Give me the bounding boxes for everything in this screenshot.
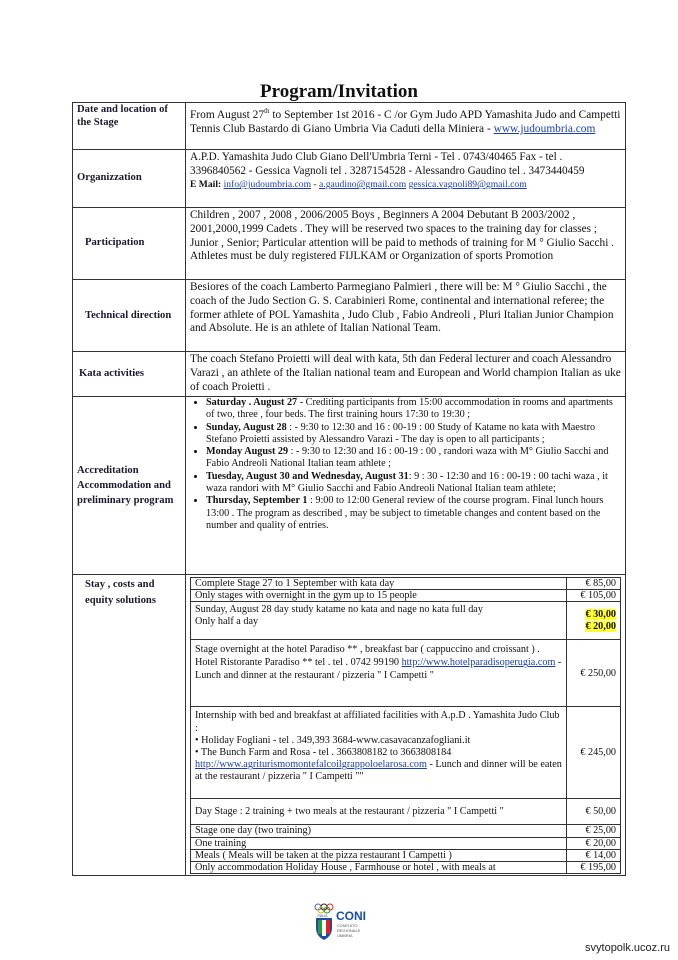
list-item: • Tuesday, August 30 and Wednesday, August 31: 9 : 30 - 12:30 and 16 : 00-19 : 00 tachi waza , it waza randori with M° Giulio Sacchi and Fabio Andreoli National Italian team athlete; <box>206 471 621 496</box>
list-item: • Sunday, August 28 : - 9:30 to 12:30 and 16 : 00-19 : 00 Study of Katame no kata with Maestro Stefano Proietti assisted by Alessandro Varazi - The day is open to all participants ; <box>206 422 621 447</box>
row-stay <box>73 575 626 876</box>
label-stay: Stay , costs and equity solutions <box>85 579 156 606</box>
table-row: Complete Stage 27 to 1 September with kata day € 85,00 <box>191 578 621 590</box>
label-participation: Participation <box>85 237 145 249</box>
label-date: Date and location of the Stage <box>73 103 186 150</box>
date-text-post: to September 1st 2016 - C /or Gym Judo APD Yamashita Judo and Campetti Tennis Club Bastardo di Giano Umbria Via Caduti della Miniera - <box>190 108 621 135</box>
hotel-paradiso-link[interactable]: http://www.hotelparadisoperugia.com <box>401 657 556 669</box>
email-label: E Mail: <box>190 179 222 191</box>
table-row: Only accommodation Holiday House , Farmhouse or hotel , with meals at € 195,00 <box>191 862 621 874</box>
email-gaudino-link[interactable]: a.gaudino@gmail.com <box>319 179 407 191</box>
footer-watermark: svytopolk.ucoz.ru <box>585 942 670 954</box>
label-accreditation: Accreditation Accommodation and preliminary program <box>77 465 174 506</box>
logo-tag: ITALIA <box>317 914 328 918</box>
email-vagnoli-link[interactable]: gessica.vagnoli89@gmail.com <box>408 179 527 191</box>
logo-brand: CONI <box>336 909 366 923</box>
table-row: One training € 20,00 <box>191 837 621 849</box>
cell-accreditation <box>186 397 626 575</box>
table-row: Meals ( Meals will be taken at the pizza restaurant I Campetti ) € 14,00 <box>191 849 621 861</box>
participation-text: Children , 2007 , 2008 , 2006/2005 Boys , Beginners A 2004 Debutant B 2003/2002 , 2001,2000,1999 Cadets . They will be reserved two spaces to the training day for classes ; Junior , Senior; Particular attention will be paid to methods of training for M ° Giulio Sacchi . Athletes must be duly registered FIJLKAM or Organization of sports Promotion <box>186 208 626 280</box>
cell-stay <box>186 575 626 876</box>
row-org <box>73 150 626 208</box>
label-kata: Kata activities <box>79 367 145 379</box>
table-row: Stage overnight at the hotel Paradiso ** , breakfast bar ( cappuccino and croissant ) . Hotel Ristorante Paradiso ** tel . tel . 0742 99190 http://www.hotelparadisoperugia.com - Lunch and dinner at the restaurant / pizzeria " I Campetti " € 250,00 <box>191 640 621 707</box>
label-org: Organizzation <box>77 172 142 184</box>
row-participation <box>73 208 626 280</box>
program-list <box>190 397 621 532</box>
cell-org <box>186 150 626 208</box>
label-technical: Technical direction <box>85 310 172 321</box>
costs-table <box>190 577 621 874</box>
org-text: A.P.D. Yamashita Judo Club Giano Dell'Umbria Terni - Tel . 0743/40465 Fax - tel . 3396840562 - Gessica Vagnoli tel . 3287154528 - Alessandro Gaudino tel . 3473440459 <box>190 151 585 177</box>
list-item: • Saturday . August 27 - Crediting participants from 15:00 accommodation in rooms and apartments of two, three , four beds. The first training hours 17:30 to 19:30 ; <box>206 397 621 422</box>
row-technical <box>73 280 626 352</box>
table-row: Day Stage : 2 training + two meals at the restaurant / pizzeria " I Campetti " € 50,00 <box>191 799 621 825</box>
table-row: Sunday, August 28 day study katame no kata and nage no kata full day Only half a day € 30,00 € 20,00 <box>191 602 621 640</box>
table-row: Only stages with overnight in the gym up to 15 people € 105,00 <box>191 590 621 602</box>
table-row: Stage one day (two training) € 25,00 <box>191 825 621 837</box>
agriturismo-link[interactable]: http://www.agriturismomontefalcoilgrappoloelarosa.com <box>195 759 427 771</box>
table-row: Internship with bed and breakfast at affiliated facilities with A.p.D . Yamashita Judo Club : • Holiday Fogliani - tel . 349,393 3684-www.casavacanzafogliani.it • The Bunch Farm and Rosa - tel . 3663808182 to 3663808184 http://www.agriturismomontefalcoilgrappoloelarosa.com - Lunch and dinner will be eaten at the restaurant / pizzeria " I Campetti "" € 245,00 <box>191 707 621 799</box>
row-date <box>73 103 626 150</box>
email-info-link[interactable]: info@judoumbria.com <box>223 179 312 191</box>
row-accreditation <box>73 397 626 575</box>
technical-text: Besiores of the coach Lamberto Parmegiano Palmieri , there will be: M ° Giulio Sacchi , the coach of the Judo Section G. S. Carabinieri Rome, continental and international referee; the former athlete of POL Yamashita , Judo Club , Fabio Andreoli , Pluri Italian Junior Champion and Absolute. He is an athlete of Italian National Team. <box>186 280 626 352</box>
list-item: • Thursday, September 1 : 9:00 to 12:00 General review of the course program. Final lunch hours 13:00 . The program as described , may be subject to timetable changes and content based on the number and quality of entries. <box>206 495 621 532</box>
logo-sub3: UMBRIA <box>337 933 353 938</box>
date-text-pre: From August 27 <box>190 108 265 121</box>
logo-sub2: REGIONALE <box>337 928 361 933</box>
cell-date <box>186 103 626 150</box>
highlight-price: € 30,00 <box>585 608 616 620</box>
logo-sub1: COMITATO <box>337 923 358 928</box>
judoumbria-link[interactable]: www.judoumbria.com <box>493 122 596 135</box>
coni-logo <box>312 902 372 942</box>
program-table <box>72 102 626 876</box>
date-sup: th <box>264 107 270 115</box>
kata-text: The coach Stefano Proietti will deal with kata, 5th dan Federal lecturer and coach Alessandro Varazi , an athlete of the Italian national team and European and World champion Italian as uke of coach Proietti . <box>186 352 626 397</box>
highlight-price: € 20,00 <box>585 620 616 632</box>
email-sep: - <box>311 179 320 191</box>
page-title: Program/Invitation <box>260 81 418 102</box>
row-kata <box>73 352 626 397</box>
list-item: • Monday August 29 : - 9:30 to 12:30 and 16 : 00-19 : 00 , randori waza with M° Giulio Sacchi and Fabio Andreoli National Italian team athlete ; <box>206 446 621 471</box>
